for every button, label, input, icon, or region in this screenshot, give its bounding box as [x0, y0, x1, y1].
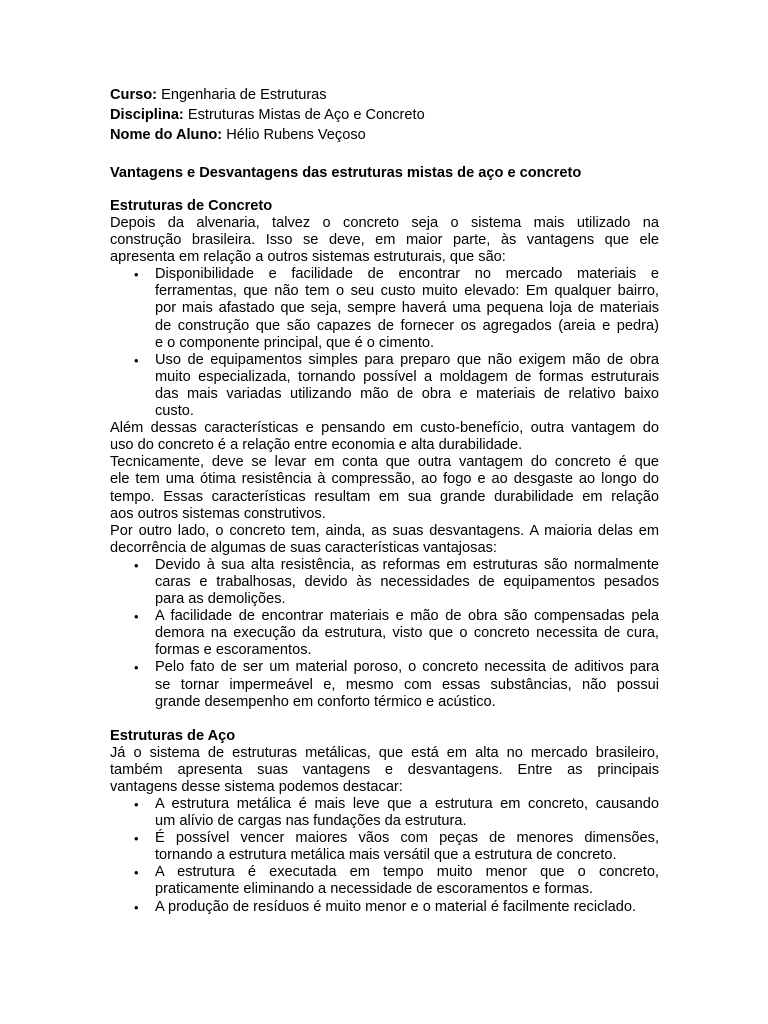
- text-line: uso do concreto é a relação entre economia e alta durabilidade.: [110, 437, 523, 454]
- text-line: caras e trabalhosas, devido às necessidades de equipamentos pesados: [155, 573, 659, 590]
- concrete-disadvantages-list: [110, 557, 659, 711]
- text-line: também apresenta suas vantagens e desvantagens. Entre as principais: [110, 761, 659, 778]
- text-line: Depois da alvenaria, talvez o concreto seja o sistema mais utilizado na: [110, 215, 659, 231]
- steel-advantages-list: [110, 796, 659, 916]
- bullet-icon: •: [134, 865, 139, 881]
- list-item: [110, 557, 659, 608]
- text-line: Além dessas características e pensando em custo-benefício, outra vantagem do: [110, 420, 659, 437]
- text-line: tornando a estrutura metálica mais versátil que a estrutura de concreto.: [155, 847, 617, 864]
- bullet-icon: •: [134, 831, 139, 847]
- list-item: [110, 830, 659, 864]
- bullet-icon: •: [134, 899, 139, 915]
- text-line: das mais variadas utilizando mão de obra e materiais de relativo baixo: [155, 385, 659, 402]
- course-value: Engenharia de Estruturas: [161, 87, 327, 103]
- concrete-advantages-list: [110, 266, 659, 420]
- document-title: Vantagens e Desvantagens das estruturas mistas de aço e concreto: [110, 165, 582, 181]
- text-line: se tornar impermeável e, mesmo com essas substâncias, não possui: [155, 676, 659, 693]
- bullet-icon: •: [134, 797, 139, 812]
- text-line: Disponibilidade e facilidade de encontrar no mercado materiais e: [155, 266, 659, 283]
- text-line: um alívio de cargas nas fundações da estrutura.: [155, 813, 467, 830]
- concrete-intro: [110, 215, 659, 266]
- text-line: de construção que são capazes de fornecer os agregados (areia e pedra): [155, 317, 659, 334]
- text-line: construção brasileira. Isso se deve, em maior parte, às vantagens que ele: [110, 232, 659, 249]
- text-line: aos outros sistemas construtivos.: [110, 505, 326, 522]
- concrete-paragraph-3: [110, 454, 659, 522]
- discipline-line: [110, 105, 659, 125]
- text-line: decorrência de algumas de suas características vantajosas:: [110, 539, 497, 556]
- text-line: vantagens desse sistema podemos destacar:: [110, 778, 403, 795]
- bullet-icon: •: [134, 557, 139, 573]
- discipline-value: Estruturas Mistas de Aço e Concreto: [187, 107, 425, 123]
- text-line: Pelo fato de ser um material poroso, o concreto necessita de aditivos para: [155, 659, 659, 676]
- list-item: [110, 352, 659, 420]
- text-line: apresenta em relação a outros sistemas estruturais, que são:: [110, 249, 506, 266]
- text-line: A estrutura é executada em tempo muito menor que o concreto,: [155, 864, 659, 881]
- text-line: grande desempenho em conforto térmico e acústico.: [155, 693, 496, 710]
- steel-heading: Estruturas de Aço: [110, 727, 236, 744]
- text-line: muito especializada, tornando possível a moldagem de formas estruturais: [155, 368, 659, 385]
- text-line: e o componente principal, que é o cimento.: [155, 334, 435, 351]
- list-item: [110, 899, 659, 916]
- text-line: tempo. Essas características resultam em sua grande durabilidade em relação: [110, 488, 659, 505]
- text-line: A produção de resíduos é muito menor e o material é facilmente reciclado.: [155, 898, 637, 915]
- text-line: Já o sistema de estruturas metálicas, que está em alta no mercado brasileiro,: [110, 744, 659, 761]
- student-label: Nome do Aluno:: [110, 127, 223, 143]
- text-line: ele tem uma ótima resistência à compressão, ao fogo e ao desgaste ao longo do: [110, 471, 659, 488]
- student-line: [110, 125, 659, 145]
- text-line: Tecnicamente, deve se levar em conta que outra vantagem do concreto é que: [110, 454, 659, 471]
- course-line: [110, 85, 659, 105]
- list-item: [110, 608, 659, 659]
- concrete-paragraph-2: [110, 420, 659, 454]
- text-line: formas e escoramentos.: [155, 642, 312, 659]
- bullet-icon: •: [134, 660, 139, 676]
- list-item: [110, 864, 659, 898]
- concrete-heading: Estruturas de Concreto: [110, 198, 273, 214]
- bullet-icon: •: [134, 267, 139, 283]
- course-label: Curso:: [110, 87, 158, 103]
- bullet-icon: •: [134, 609, 139, 625]
- text-line: A facilidade de encontrar materiais e mão de obra são compensadas pela: [155, 608, 659, 625]
- text-line: É possível vencer maiores vãos com peças de menores dimensões,: [155, 830, 659, 847]
- concrete-paragraph-4: [110, 523, 659, 557]
- text-line: Por outro lado, o concreto tem, ainda, as suas desvantagens. A maioria delas em: [110, 522, 659, 539]
- text-line: demora na execução da estrutura, visto que o concreto necessita de cura,: [155, 625, 659, 642]
- text-line: Devido à sua alta resistência, as reformas em estruturas são normalmente: [155, 556, 659, 573]
- bullet-icon: •: [134, 352, 139, 368]
- text-line: custo.: [155, 403, 194, 420]
- discipline-label: Disciplina:: [110, 107, 184, 123]
- steel-intro: [110, 745, 659, 796]
- text-line: Uso de equipamentos simples para preparo que não exigem mão de obra: [155, 351, 659, 368]
- document-page: [110, 85, 659, 916]
- text-line: A estrutura metálica é mais leve que a estrutura em concreto, causando: [155, 796, 659, 812]
- text-line: para as demolições.: [155, 591, 286, 608]
- student-value: Hélio Rubens Veçoso: [226, 127, 366, 143]
- list-item: [110, 659, 659, 710]
- list-item: [110, 796, 659, 830]
- text-line: praticamente eliminando a necessidade de escoramentos e formas.: [155, 881, 594, 898]
- text-line: por mais afastado que seja, sempre haverá uma pequena loja de materiais: [155, 300, 659, 317]
- text-line: ferramentas, que não tem o seu custo muito elevado: Em qualquer bairro,: [155, 283, 659, 300]
- list-item: [110, 266, 659, 351]
